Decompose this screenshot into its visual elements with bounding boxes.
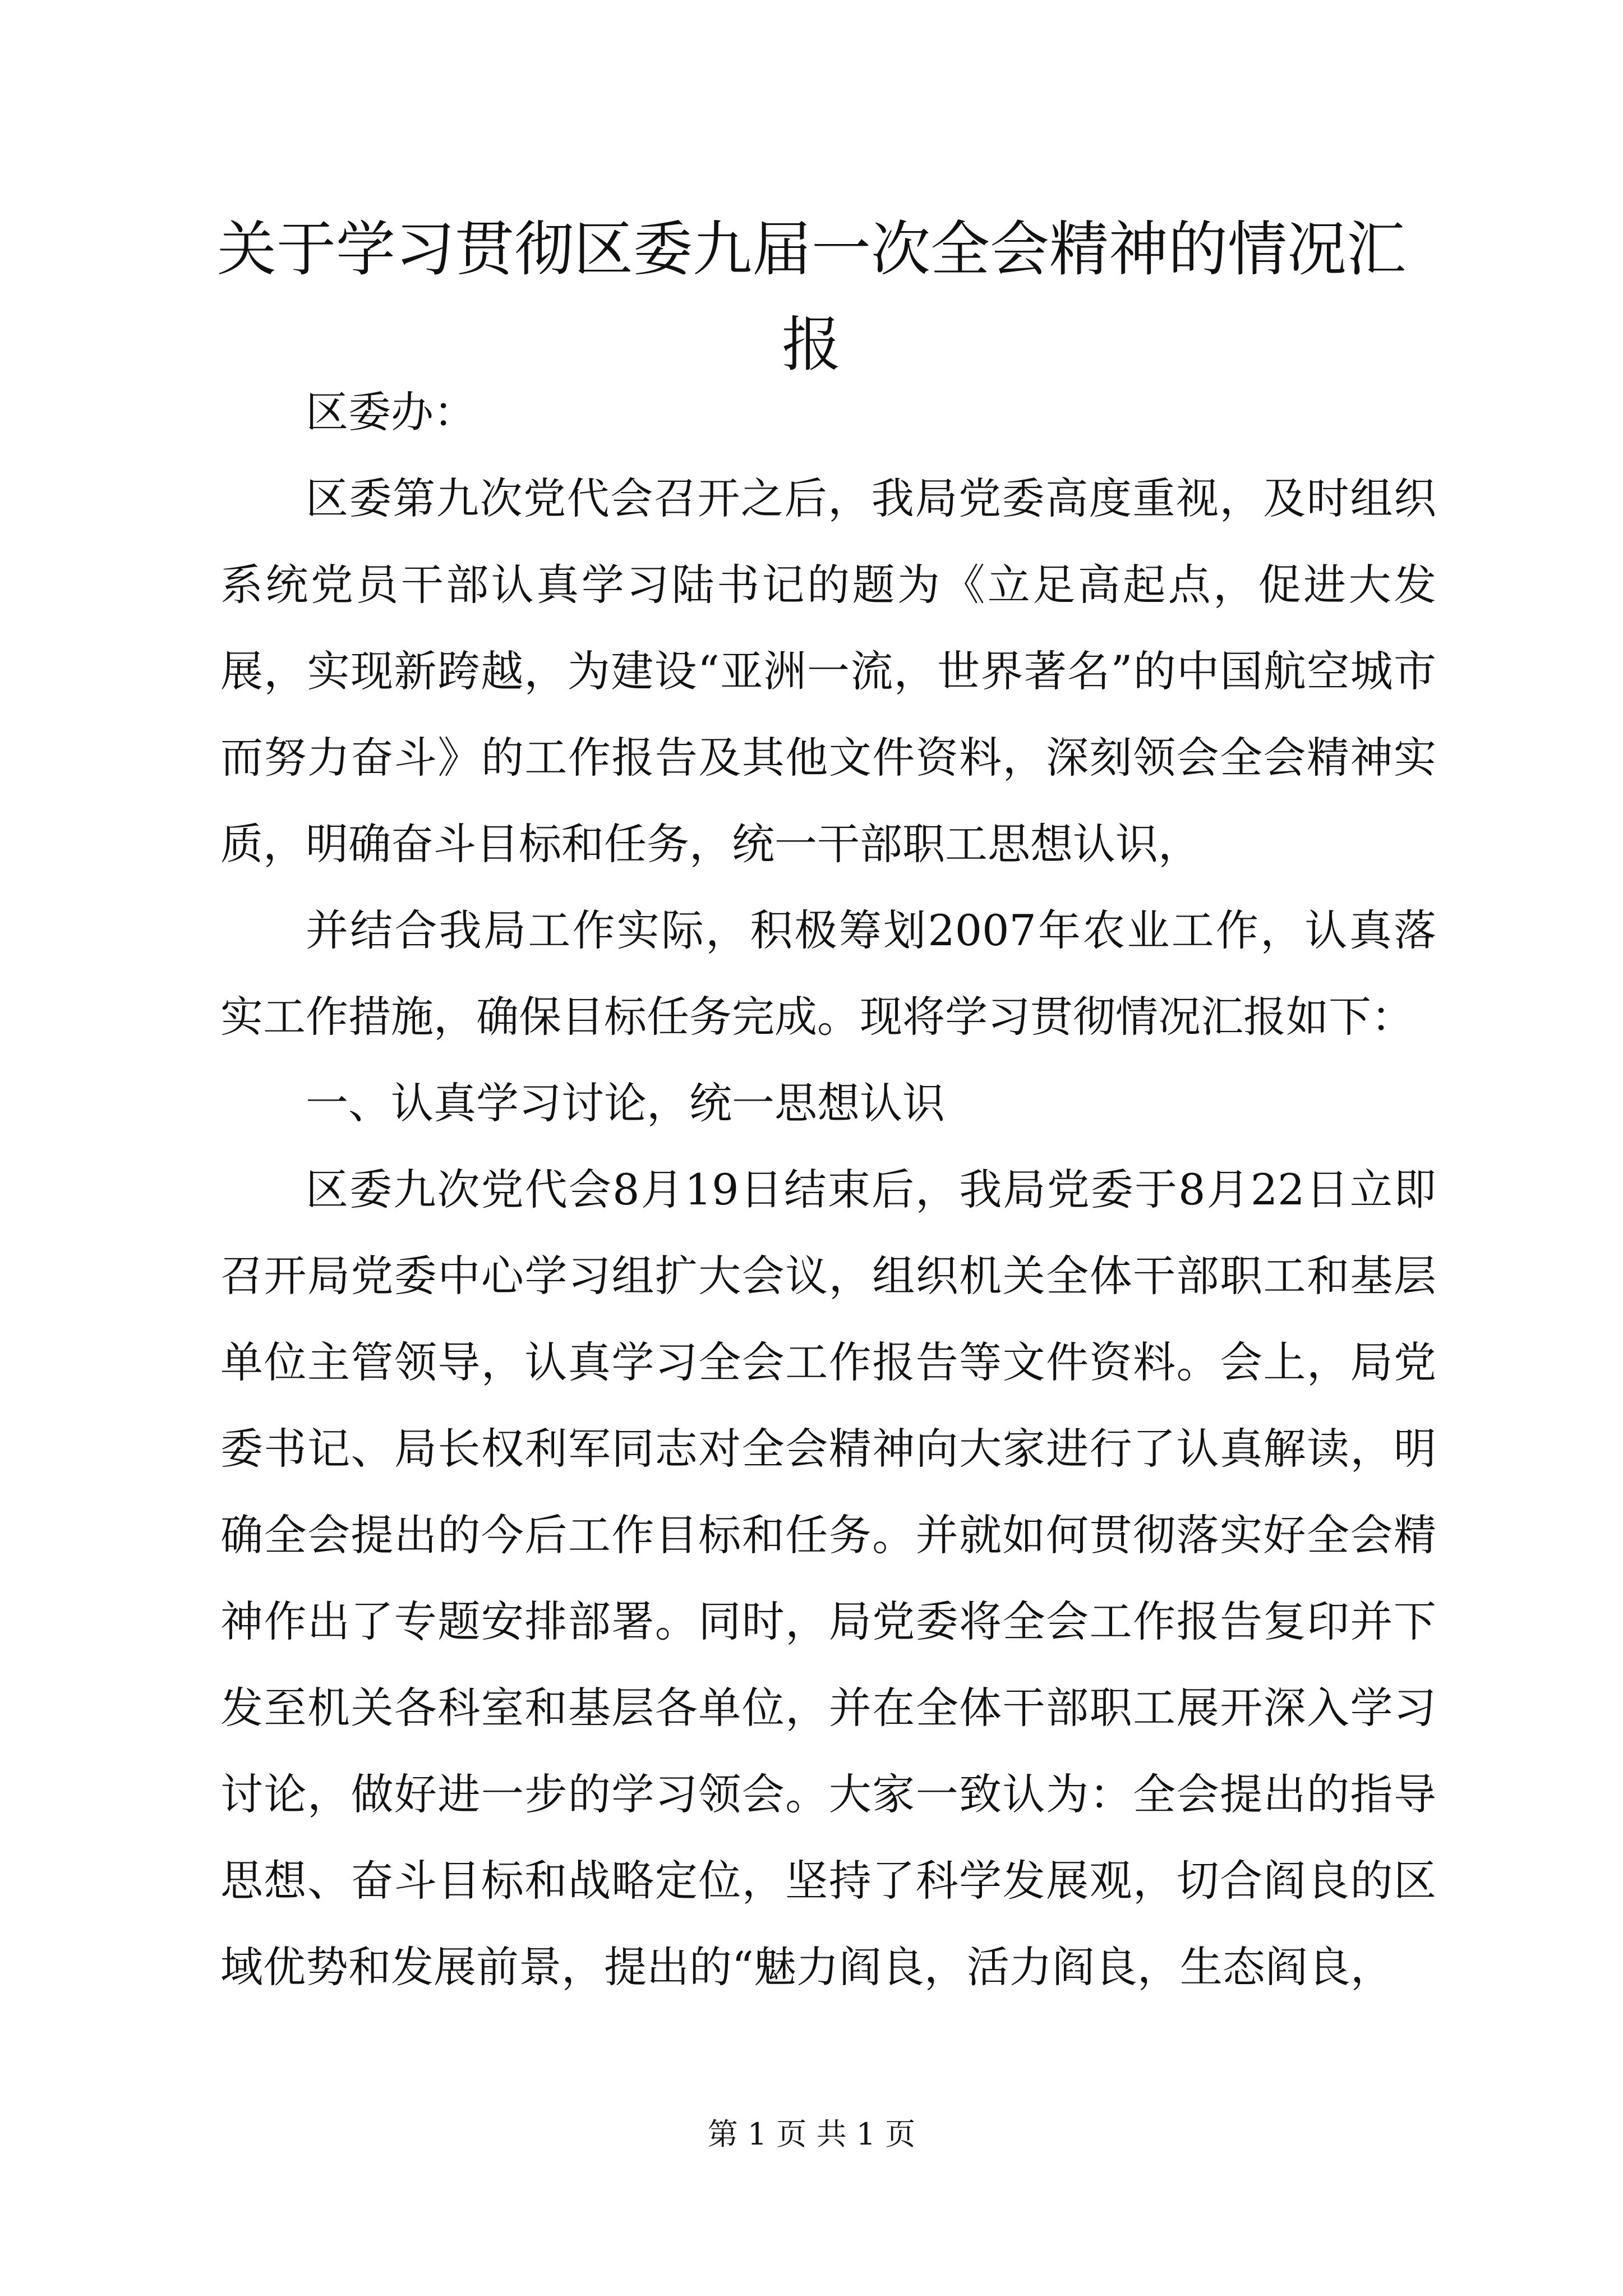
addressee: 区委办：: [306, 387, 476, 437]
page-footer: 第 1 页 共 1 页: [707, 2116, 916, 2152]
section-heading-1: 一、认真学习讨论，统一思想认识: [306, 1078, 945, 1128]
paragraph-intro: 区委第九次党代会召开之后，我局党委高度重视，及时组织系统党员干部认真学习陆书记的题为《立足高起点，促进大发展，实现新跨越，为建设“亚洲一流，世界著名”的中国航空城市而努力奋斗》的工作报告及其他文件资料，深刻领会全会精神实质，明确奋斗目标和任务，统一干部职工思想认识，: [220, 473, 1436, 869]
paragraph-section-1: 区委九次党代会8月19日结束后，我局党委于8月22日立即召开局党委中心学习组扩大会议，组织机关全体干部职工和基层单位主管领导，认真学习全会工作报告等文件资料。会上，局党委书记、局长权利军同志对全会精神向大家进行了认真解读，明确全会提出的今后工作目标和任务。并就如何贯彻落实好全会精神作出了专题安排部署。同时，局党委将全会工作报告复印并下发至机关各科室和基层各单位，并在全体干部职工展开深入学习讨论，做好进一步的学习领会。大家一致认为：全会提出的指导思想、奋斗目标和战略定位，坚持了科学发展观，切合阎良的区域优势和发展前景，提出的“魅力阎良，活力阎良，生态阎良，: [220, 1165, 1436, 1992]
document-title: 关于学习贯彻区委九届一次全会精神的情况汇报: [217, 215, 1406, 379]
document-body: [220, 369, 1436, 2010]
paragraph-purpose: 并结合我局工作实际，积极筹划2007年农业工作，认真落实工作措施，确保目标任务完成。现将学习贯彻情况汇报如下：: [220, 905, 1436, 1042]
